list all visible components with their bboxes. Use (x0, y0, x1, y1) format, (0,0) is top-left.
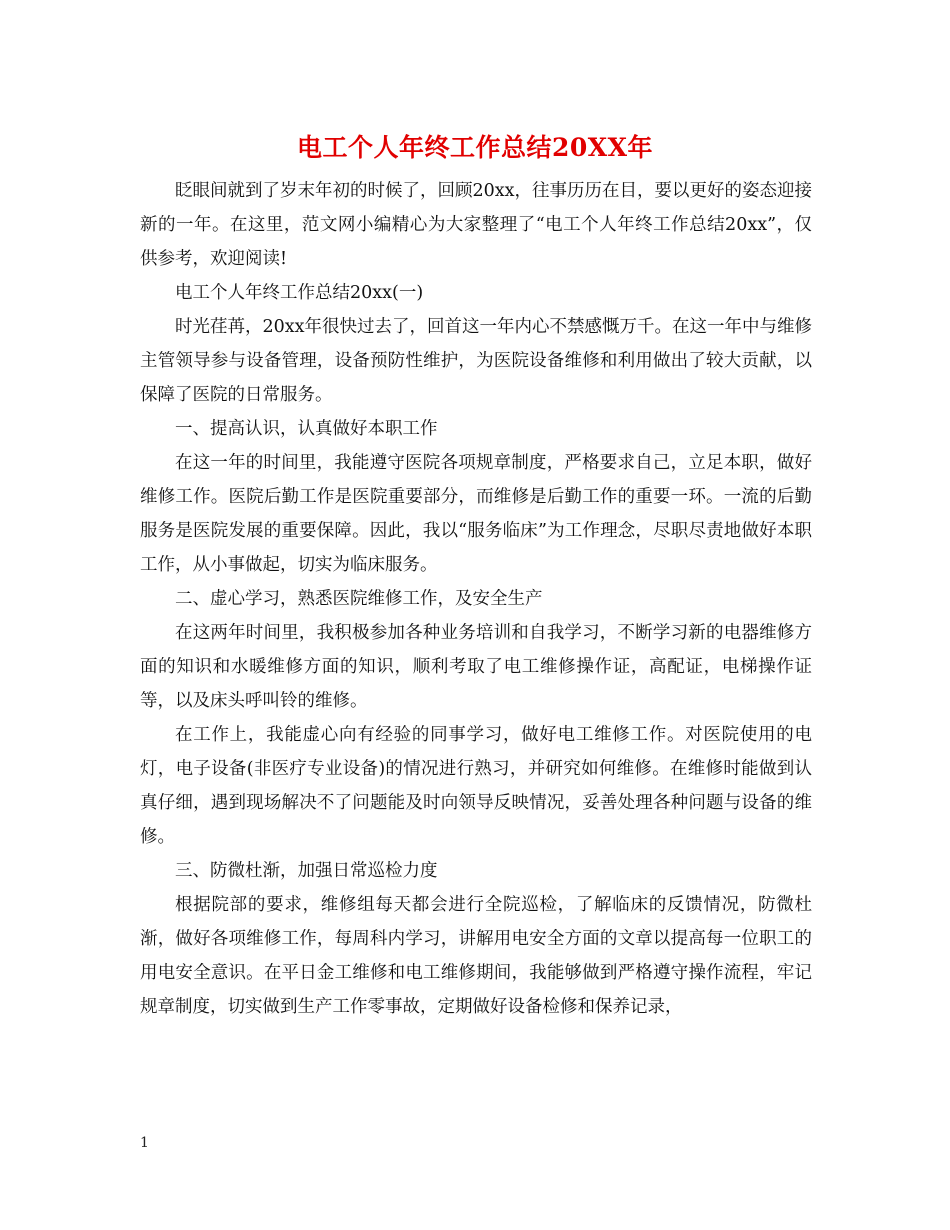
document-title: 电工个人年终工作总结20XX年 (296, 133, 654, 162)
paragraph-section-2a: 在这两年时间里，我积极参加各种业务培训和自我学习，不断学习新的电器维修方面的知识和水暖维修方面的知识，顺利考取了电工维修操作证，高配证，电梯操作证等，以及床头呼叫铃的维修。 (140, 623, 812, 711)
paragraph-section-2b: 在工作上，我能虚心向有经验的同事学习，做好电工维修工作。对医院使用的电灯，电子设备(非医疗专业设备)的情况进行熟习，并研究如何维修。在维修时能做到认真仔细，遇到现场解决不了问题能及时向领导反映情况，妥善处理各种问题与设备的维修。 (140, 725, 812, 847)
document-body (140, 174, 812, 1024)
paragraph-overview: 时光荏苒，20xx年很快过去了，回首这一年内心不禁感慨万千。在这一年中与维修主管领导参与设备管理，设备预防性维护，为医院设备维修和利用做出了较大贡献，以保障了医院的日常服务。 (140, 317, 813, 405)
paragraph-intro: 眨眼间就到了岁末年初的时候了，回顾20xx，往事历历在目，要以更好的姿态迎接新的一年。在这里，范文网小编精心为大家整理了“电工个人年终工作总结20xx”，仅供参考，欢迎阅读! (140, 181, 813, 269)
section-heading-part-one: 电工个人年终工作总结20xx(一) (175, 283, 424, 303)
section-heading-1: 一、提高认识，认真做好本职工作 (175, 419, 438, 439)
section-heading-2: 二、虚心学习，熟悉医院维修工作，及安全生产 (175, 589, 543, 609)
page-number: 1 (140, 1135, 149, 1151)
section-heading-3: 三、防微杜渐，加强日常巡检力度 (175, 861, 438, 881)
paragraph-section-3: 根据院部的要求，维修组每天都会进行全院巡检，了解临床的反馈情况，防微杜渐，做好各项维修工作，每周科内学习，讲解用电安全方面的文章以提高每一位职工的用电安全意识。在平日金工维修和电工维修期间，我能够做到严格遵守操作流程，牢记规章制度，切实做到生产工作零事故，定期做好设备检修和保养记录， (140, 895, 812, 1017)
paragraph-section-1: 在这一年的时间里，我能遵守医院各项规章制度，严格要求自己，立足本职，做好维修工作。医院后勤工作是医院重要部分，而维修是后勤工作的重要一环。一流的后勤服务是医院发展的重要保障。因此，我以“服务临床”为工作理念，尽职尽责地做好本职工作，从小事做起，切实为临床服务。 (140, 453, 812, 575)
